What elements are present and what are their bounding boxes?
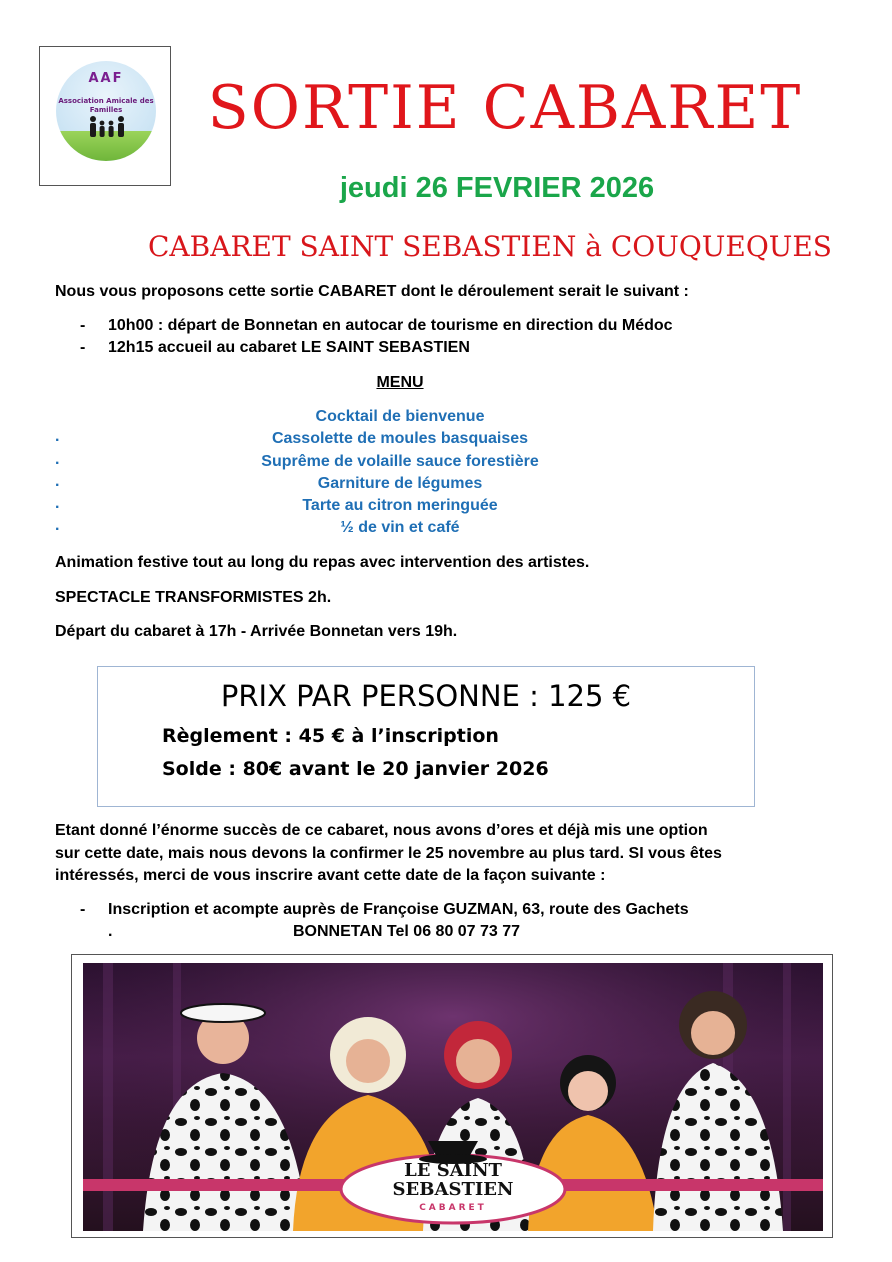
menu-item: Garniture de légumes (317, 475, 483, 492)
payment-deposit: Règlement : 45 € à l’inscription (162, 725, 499, 747)
logo-aaf-text: AAF (88, 71, 124, 86)
menu-title: MENU (376, 374, 424, 391)
notice-line: intéressés, merci de vous inscrire avant cette date de la façon suivante : (55, 867, 606, 884)
menu-item: Suprême de volaille sauce forestière (261, 453, 539, 470)
menu-item: Tarte au citron meringuée (302, 497, 498, 514)
animation-text: Animation festive tout au long du repas avec intervention des artistes. (55, 554, 590, 571)
contact-phone: BONNETAN Tel 06 80 07 73 77 (293, 923, 521, 940)
menu-bullet: . (55, 473, 60, 490)
photo-logo-sub: CABARET (419, 1203, 487, 1213)
menu-item: Cocktail de bienvenue (315, 408, 485, 425)
payment-balance: Solde : 80€ avant le 20 janvier 2026 (162, 758, 549, 780)
schedule-item-text: 10h00 : départ de Bonnetan en autocar de tourisme en direction du Médoc (108, 317, 673, 334)
menu-item: ½ de vin et café (340, 519, 460, 536)
venue-title: CABARET SAINT SEBASTIEN à COUQUEQUES (148, 230, 832, 263)
contact-line: Inscription et acompte auprès de Françoise GUZMAN, 63, route des Gachets (108, 901, 689, 918)
menu-bullet: . (55, 495, 60, 512)
menu-bullet: . (55, 451, 60, 468)
contact-bullet: . (108, 923, 113, 940)
cabaret-photo (83, 963, 823, 1231)
notice-line: Etant donné l’énorme succès de ce cabaret, nous avons d’ores et déjà mis une option (55, 822, 708, 839)
return-text: Départ du cabaret à 17h - Arrivée Bonnetan vers 19h. (55, 623, 458, 640)
spectacle-text: SPECTACLE TRANSFORMISTES 2h. (55, 589, 332, 606)
page-title: SORTIE CABARET (207, 73, 803, 143)
notice-line: sur cette date, mais nous devons la confirmer le 25 novembre au plus tard. SI vous êtes (55, 845, 722, 862)
family-icon (86, 113, 128, 143)
logo-emblem (56, 61, 156, 161)
intro-text: Nous vous proposons cette sortie CABARET dont le déroulement serait le suivant : (55, 283, 689, 300)
menu-bullet: . (55, 517, 60, 534)
schedule-item: - 12h15 accueil au cabaret LE SAINT SEBASTIEN (80, 339, 470, 356)
association-logo (39, 46, 171, 186)
event-date: jeudi 26 FEVRIER 2026 (339, 172, 655, 204)
schedule-item-text: 12h15 accueil au cabaret LE SAINT SEBASTIEN (108, 339, 470, 356)
photo-logo-line2: SEBASTIEN (392, 1179, 514, 1200)
contact-item: - Inscription et acompte auprès de Françoise GUZMAN, 63, route des Gachets (80, 901, 689, 918)
logo-ring-text: Association Amicale des Familles (58, 97, 154, 114)
cabaret-photo-frame (71, 954, 833, 1238)
price-box (97, 666, 755, 807)
schedule-item: - 10h00 : départ de Bonnetan en autocar de tourisme en direction du Médoc (80, 317, 673, 334)
menu-bullet: . (55, 428, 60, 445)
menu-item: Cassolette de moules basquaises (271, 430, 529, 447)
photo-logo-line1: LE SAINT (404, 1160, 502, 1181)
price-title: PRIX PAR PERSONNE : 125 € (220, 679, 632, 713)
